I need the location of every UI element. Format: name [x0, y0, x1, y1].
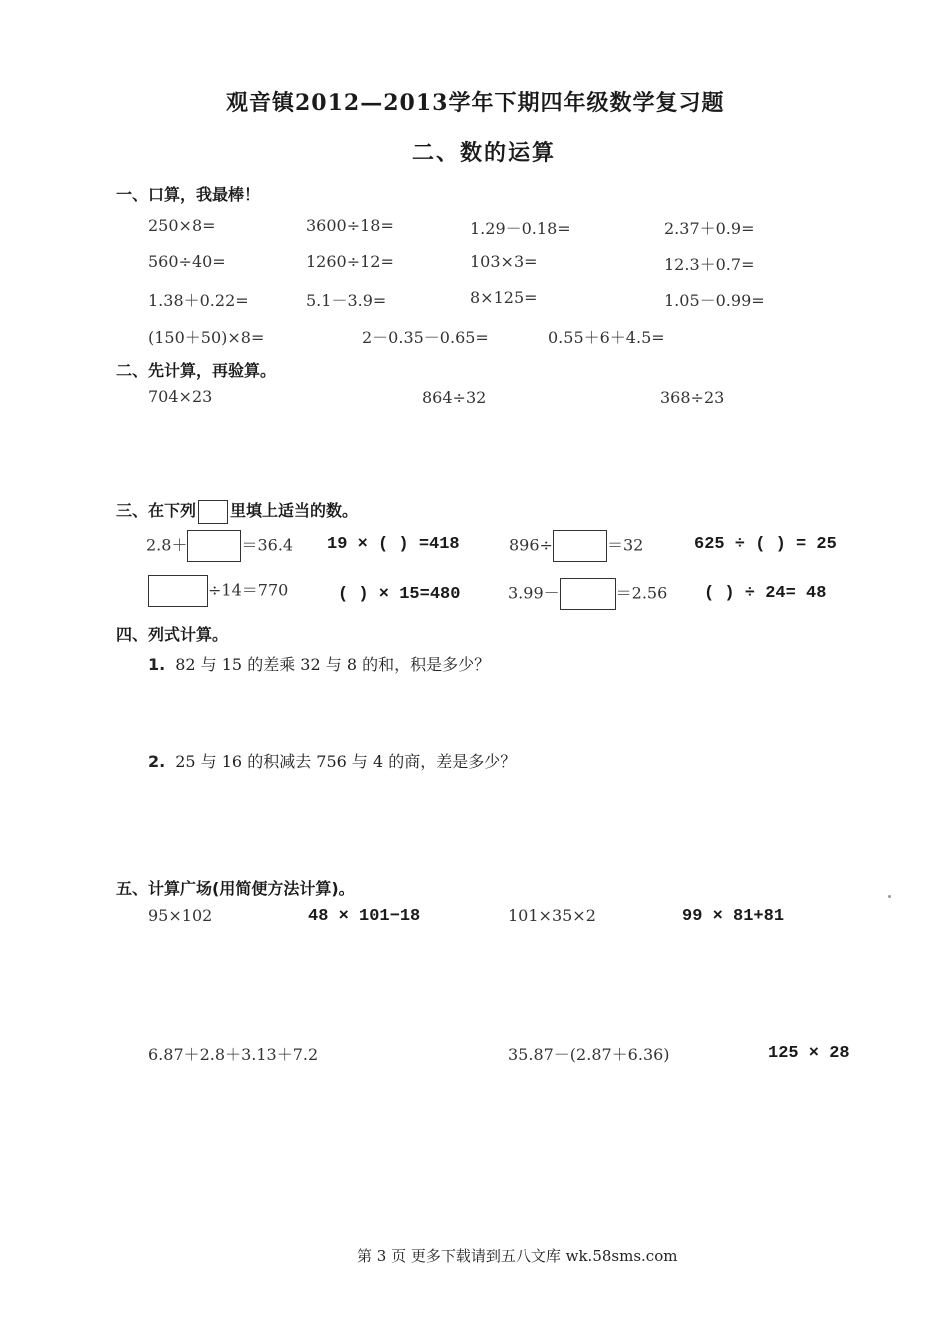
page-footer: 第 3 页 更多下载请到五八文库 wk.58sms.com — [357, 1247, 678, 1265]
fill-blank-item — [508, 578, 667, 610]
fill-blank-item — [148, 575, 288, 607]
question-text: 25 与 16 的积减去 756 与 4 的商，差是多少？ — [175, 752, 517, 771]
fill-blank-item — [146, 530, 293, 562]
section-4-heading: 四、列式计算。 — [116, 625, 229, 644]
verify-calc-item: 704×23 — [148, 387, 213, 406]
section-3-heading-post: 里填上适当的数。 — [230, 501, 359, 520]
oral-calc-item: 1.29－0.18= — [470, 219, 571, 238]
oral-calc-item: (150＋50)×8= — [148, 328, 265, 347]
question-number: 2. — [148, 752, 166, 771]
fill-blank-item — [509, 530, 643, 562]
oral-calc-item: 12.3＋0.7= — [664, 255, 755, 274]
answer-box[interactable] — [553, 530, 607, 562]
fill-blank-item: 19 × ( ) =418 — [327, 535, 460, 554]
fill-text: ＝2.56 — [615, 583, 668, 603]
verify-calc-item: 368÷23 — [660, 388, 725, 407]
fill-blank-item: ( ) × 15=480 — [338, 585, 461, 604]
section-subtitle: 二、数的运算 — [412, 140, 557, 166]
oral-calc-item: 1.05－0.99= — [664, 291, 765, 310]
scan-speck — [888, 895, 891, 898]
oral-calc-item: 1.38＋0.22= — [148, 291, 249, 310]
section-1-heading: 一、口算，我最棒！ — [116, 185, 261, 204]
oral-calc-item: 8×125= — [470, 288, 538, 307]
oral-calc-item: 250×8= — [148, 216, 216, 235]
question-number: 1. — [148, 655, 166, 674]
fill-text: 896÷ — [509, 535, 553, 555]
answer-box[interactable] — [187, 530, 241, 562]
fill-blank-item: 625 ÷ ( ) = 25 — [694, 535, 837, 554]
section-3-heading — [116, 498, 358, 524]
simplify-calc-item: 125 × 28 — [768, 1044, 850, 1063]
section-5-heading: 五、计算广场(用简便方法计算)。 — [116, 879, 355, 898]
oral-calc-item: 103×3= — [470, 252, 538, 271]
simplify-calc-item: 35.87－(2.87＋6.36) — [508, 1045, 670, 1064]
simplify-calc-item: 95×102 — [148, 906, 213, 925]
fill-text: ÷14＝770 — [208, 580, 289, 600]
fill-text: ＝32 — [606, 535, 644, 555]
oral-calc-item: 1260÷12= — [306, 252, 394, 271]
word-problem-1 — [148, 652, 490, 675]
blank-box-sample — [198, 500, 228, 524]
verify-calc-item: 864÷32 — [422, 388, 487, 407]
simplify-calc-item: 6.87＋2.8＋3.13＋7.2 — [148, 1045, 319, 1064]
fill-text: 3.99－ — [508, 583, 560, 603]
fill-text: 2.8＋ — [146, 535, 188, 555]
oral-calc-item: 5.1－3.9= — [306, 291, 387, 310]
section-3-heading-pre: 三、在下列 — [116, 501, 197, 520]
answer-box[interactable] — [148, 575, 208, 607]
oral-calc-item: 2－0.35－0.65= — [362, 328, 489, 347]
simplify-calc-item: 48 × 101−18 — [308, 907, 421, 926]
word-problem-2 — [148, 749, 516, 772]
oral-calc-item: 0.55＋6＋4.5= — [548, 328, 665, 347]
oral-calc-item: 3600÷18= — [306, 216, 394, 235]
fill-text: ＝36.4 — [241, 535, 294, 555]
oral-calc-item: 560÷40= — [148, 252, 226, 271]
simplify-calc-item: 101×35×2 — [508, 906, 596, 925]
page-title: 观音镇2012—2013学年下期四年级数学复习题 — [226, 90, 725, 116]
fill-blank-item: ( ) ÷ 24= 48 — [704, 584, 827, 603]
oral-calc-item: 2.37＋0.9= — [664, 219, 755, 238]
question-text: 82 与 15 的差乘 32 与 8 的和，积是多少？ — [175, 655, 491, 674]
simplify-calc-item: 99 × 81+81 — [682, 907, 785, 926]
section-2-heading: 二、先计算，再验算。 — [116, 361, 277, 380]
answer-box[interactable] — [560, 578, 616, 610]
